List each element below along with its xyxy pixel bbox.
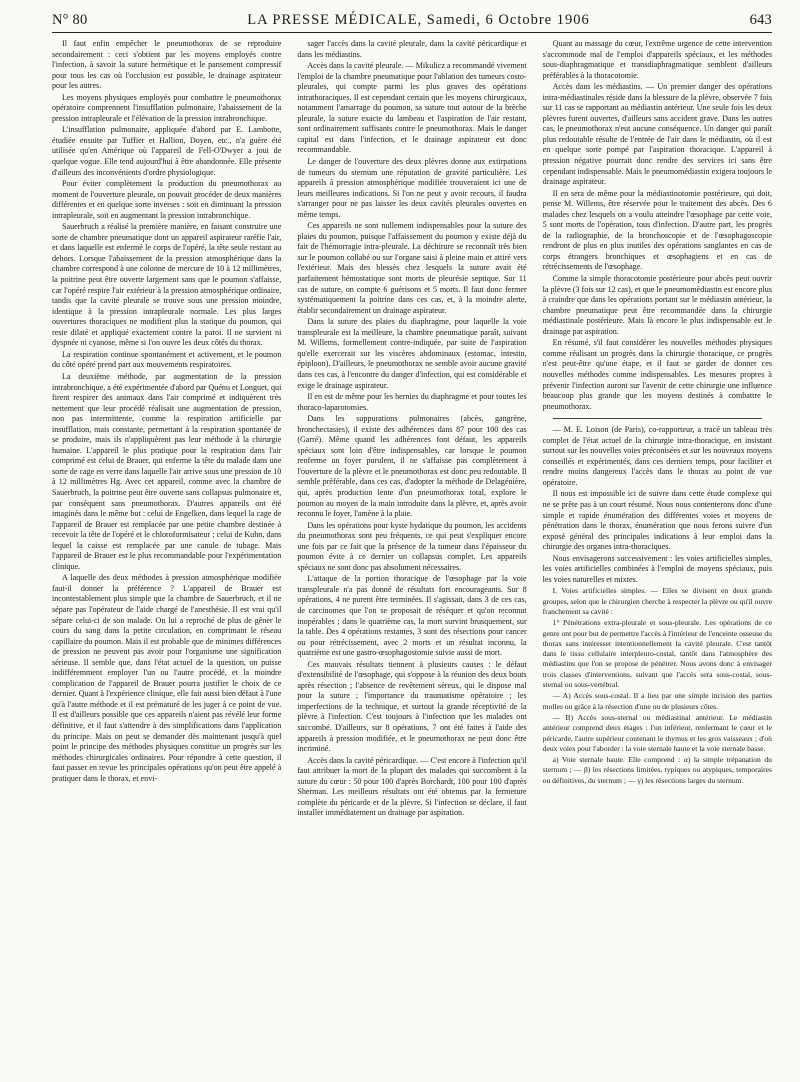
- text-columns: [52, 39, 772, 820]
- paragraph: Ces appareils ne sont nullement indispensables pour la suture des plaies du poumon, puisque l'affaissement du poumon y existe déjà du fait de l'hémorragie intra-pleurale. La déchirure se reconnaît très bien sur le poumon collabé ou sur l'organe saisi à pleine main et attiré vers l'extérieur. Mais des blessés chez lesquels la suture avait été parfaitement hémostatique sont morts de pleurésie septique. Sur 11 cas de suture, on compte 6 guérisons et 5 morts. Il faut donc fermer systématiquement la poitrine dans ces cas, et, à la moindre alerte, établir secondairement un drainage aspirateur.: [297, 221, 527, 315]
- paragraph: — A) Accès sous-costal. Il a lieu par une simple incision des parties molles ou grâce à la résection d'une ou de plusieurs côtes.: [542, 691, 772, 711]
- paragraph: Quant au massage du cœur, l'extrême urgence de cette intervention s'accommode mal de l'emploi d'appareils spéciaux, et les méthodes sous-diaphragmatique et transdiaphragmatique semblent d'ailleurs préférables à la thoracotomie.: [542, 39, 772, 80]
- paragraph: — B) Accès sous-sternal ou médiastinal antérieur. Le médiastin antérieur comprend deux étages : l'un inférieur, renfermant le cœur et le péricarde, l'autre supérieur contenant le thymus et les gros vaisseaux ; d'où deux voies pour l'aborder : la voie sternale haute et la voie sternale basse.: [542, 712, 772, 753]
- page-number: 643: [749, 12, 772, 28]
- paragraph: Il faut enfin empêcher le pneumothorax de se reproduire secondairement : ceci s'obtient par les moyens employés contre l'infection, à savoir la suture hermétique et le pansement compressif pour tous les cas où l'occlusion est possible, le drainage aspirateur pour les autres.: [52, 39, 282, 91]
- paragraph: A laquelle des deux méthodes à pression atmosphérique modifiée faut-il donner la préférence ? L'appareil de Brauer est incontestablement plus simple que la chambre de Sauerbruch, et il ne sépare pas l'opérateur de l'aide chargé de l'anesthésie. Il est vrai qu'il sépare celui-ci de son malade. On lui a reproché de plus de gêner le cours du sang dans la petite circulation, en comprimant le réseau capillaire du poumon. Mais il est probable que de minimes différences de pression ne peuvent pas avoir pour l'organisme une signification sérieuse. Il semble que, dans l'état actuel de la question, on puisse indifféremment employer l'un ou l'autre procédé, et la moindre complication de l'appareil de Brauer pourra justifier le choix de ce dernier. Quant à l'expérience clinique, elle fait aussi bien défaut à l'une qu'à l'autre méthode et il est prématuré de les juger à ce point de vue. Il est d'ailleurs possible que ces appareils n'aient pas révélé leur forme définitive, et il faut s'attendre à des simplifications dans l'application du principe. Mais on peut se demander dès maintenant jusqu'à quel point le principe des méthodes physiques constitue un progrès sur les méthodes chirurgicales ordinaires. Pour répondre à cette question, il faut passer en revue les principales opérations qu'on peut être appelé à pratiquer dans le thorax, et envi-: [52, 573, 282, 783]
- paragraph: L'attaque de la portion thoracique de l'œsophage par la voie transpleurale n'a pas donné de résultats fort encourageants. Sur 8 opérations, 4 ne purent être terminées. Il s'agissait, dans 3 de ces cas, de carcinomes que l'on se proposait de réséquer et qu'on reconnut inopérables ; dans le quatrième cas, la mort survint brusquement, sur la table. Des 4 opérations restantes, 3 sont des résections pour cancer ou pour rétrécissement, avec 2 morts et un résultat inconnu, la quatrième est une gastro-œsophagostomie suivie aussi de mort.: [297, 574, 527, 658]
- page-header: [52, 12, 772, 33]
- paragraph: La deuxième méthode, par augmentation de la pression intrabronchique, a été expérimentée d'abord par Quénu et Longuet, qui firent respirer des animaux dans l'air comprimé et indiquèrent très nettement que leur procédé réalisait une augmentation de pression, non pas intermittente, comme la respiration artificielle par insufflation, mais constante, permettant à la respiration spontanée de se produire, mais ils n'appliquèrent pas leur méthode à la chirurgie humaine. L'appareil le plus pratique pour la respiration dans l'air comprimé est celui de Brauer, qui enferme la tête du malade dans une sorte de cage en verre dans laquelle l'air arrive sous une pression de 10 à 12 millimètres Hg. Avec cet appareil, comme avec la chambre de Sauerbruch, la poitrine peut être ouverte sans collapsus pulmonaire et, par conséquent sans pneumothorax. D'autres appareils ont été imaginés dans le même but : celui de Engelken, dans lequel la cage de l'appareil de Brauer est remplacée par une petite chambre destinée à recevoir la tête de l'opéré et le chloroformisateur ; celui de Kuhn, dans lequel la caisse est remplacée par une canule de tubage. Mais l'appareil de Brauer est le plus recommandable pour l'expérimentation clinique.: [52, 371, 282, 571]
- journal-title: LA PRESSE MÉDICALE, Samedi, 6 Octobre 1906: [247, 12, 590, 28]
- paragraph: Dans la suture des plaies du diaphragme, pour laquelle la voie transpleurale est la meilleure, la chambre pneumatique paraît, suivant M. Willems, formellement contre-indiquée, par suite de l'aspiration qu'elle exercerait sur les viscères abdominaux (estomac, intestin, épiploon). D'ailleurs, le pneumothorax ne semble avoir aucune gravité dans ces cas, à l'encontre du danger d'infection, qui est considérable et exige le drainage aspirateur.: [297, 317, 527, 390]
- paragraph: Pour éviter complètement la production du pneumothorax au moment de l'ouverture pleurale, on pouvait procéder de deux manières différentes et en quelque sorte inverses : soit en diminuant la pression intrapleurale, soit en augmentant la pression intrabronchique.: [52, 179, 282, 220]
- paragraph: En résumé, s'il faut considérer les nouvelles méthodes physiques comme réalisant un progrès dans la chirurgie thoracique, ce progrès n'est peut-être qu'une étape, et il faut se garder de donner ces nouvelles méthodes comme indispensables. Les mesures propres à prévenir l'infection auront sur l'avenir de cette chirurgie une influence beaucoup plus grande que les moyens destinés à combattre le pneumothorax.: [542, 338, 772, 411]
- paragraph: Le danger de l'ouverture des deux plèvres donne aux extirpations de tumeurs du sternum une réputation de gravité particulière. Les appareils à pression atmosphérique modifiée trouveraient ici une de leurs meilleures indications. Si l'on ne peut y avoir recours, il faudra s'arranger pour ne pas laisser les deux cavités pleurales ouvertes en même temps.: [297, 157, 527, 219]
- paragraph: Ces mauvais résultats tiennent à plusieurs causes : le défaut d'extensibilité de l'œsophage, qui s'oppose à la réunion des deux bouts après résection ; l'absence de revêtement séreux, qui le dispose mal pour la suture ; l'importance du traumatisme opératoire ; les imperfections de la technique, et surtout la grande réceptivité de la plèvre à l'infection. C'est toujours à l'infection que les malades ont succombé. D'ailleurs, sur 8 opérations, 7 ont été faites à l'aide des appareils à pression modifiée, et le pneumothorax ne peut donc être incriminé.: [297, 659, 527, 754]
- paragraph: Dans les opérations pour kyste hydatique du poumon, les accidents du pneumothorax sont peu fréquents, ce qui peut s'expliquer encore une fois par ce fait que la présence de la tumeur dans l'épaisseur du poumon évite à ce dernier un collapsus complet. Les appareils spéciaux ne sont donc pas absolument nécessaires.: [297, 520, 527, 572]
- paragraph: Nous envisagerons successivement : les voies artificielles simples, les voies artificielles combinées à l'emploi de moyens spéciaux, puis les voies naturelles et mixtes.: [542, 553, 772, 584]
- column-middle: [297, 39, 526, 820]
- paragraph: La respiration continue spontanément et activement, et le poumon du côté opéré prend part aux mouvements respiratoires.: [52, 349, 282, 370]
- paragraph: 1° Pénétrations extra-pleurale et sous-pleurale. Les opérations de ce genre ont pour but de permettre l'accès à l'intérieur de l'enceinte osseuse du thorax sans intéresser intentionnellement la cavité pleurale. C'est tantôt dans le tissu cellulaire interpleuro-costal, tantôt dans l'atmosphère des médiastins que l'on se propose de pénétrer. Nous avons donc à envisager trois classes d'interventions, suivant que l'accès sera sous-costal, sous-sternal ou sous-vertébral.: [542, 618, 772, 690]
- paragraph: — M. E. Loison (de Paris), co-rapporteur, a tracé un tableau très complet de l'état actuel de la chirurgie intra-thoracique, en insistant surtout sur les nouvelles voies préconisées et sur les nouveaux moyens conseillés et expérimentés, dans ces derniers temps, pour faciliter et rendre moins dangereux l'accès dans le thorax au point de vue opératoire.: [542, 425, 772, 487]
- paragraph: Il en sera de même pour la médiastinotomie postérieure, qui doit, pense M. Willems, être réservée pour le traitement des abcès. Des 6 malades chez lesquels on a voulu atteindre l'œsophage par cette voie, 5 sont morts de l'opération, tous d'infection. D'autre part, les progrès de la radiographie, de la bronchoscopie et de l'œsophagoscopie rendront de plus en plus inutiles des opérations sanglantes en cas de corps étrangers bronchiques et œsophagiens et en cas de rétrécissements de l'œsophage.: [542, 188, 772, 272]
- paragraph: Il nous est impossible ici de suivre dans cette étude complexe qui ne se prête pas à un court résumé. Nous nous contenterons donc d'une simple et rapide énumération des différentes voies et moyens de pénétration dans le thorax, énumération que nous ferons suivre d'un exposé général des principales indications à leur emploi dans la chirurgie des organes intra-thoraciques.: [542, 489, 772, 552]
- paragraph: Accès dans la cavité pleurale. — Mikulicz a recommandé vivement l'emploi de la chambre pneumatique pour l'ablation des tumeurs costo-pleurales, qui compte parmi les plus graves des opérations intrathoraciques. Il est cependant certain que les moyens chirurgicaux, notamment l'amarrage du poumon, sa suture tout autour de la brèche pleurale, la suture exacte du lambeau et l'aspiration de l'air restant, sont ordinairement suffisants contre le pneumothorax. Mais le danger capital est dans l'infection, et le drainage aspirateur est donc recommandable.: [297, 61, 527, 155]
- section-divider: [553, 418, 762, 419]
- column-left: [52, 39, 281, 820]
- paragraph: Dans les suppurations pulmonaires (abcès, gangrène, bronchectasies), il existe des adhérences dans 87 pour 100 des cas (Garré). Même quand les adhérences font défaut, les appareils spéciaux sont loin d'être indispensables, car lorsque le poumon renferme un foyer purulent, il ne s'affaisse pas complètement à l'ouverture de la plèvre et le pneumothorax est donc peu redoutable. Il semble préférable, dans ces cas, d'adopter la méthode de Delagénière, qui, après production lente d'un pneumothorax total, explore le poumon au moyen de la main introduite dans la plèvre, et, après avoir reconnu le foyer, l'amène à la plaie.: [297, 414, 527, 519]
- paragraph: L'insufflation pulmonaire, appliquée d'abord par E. Lambotte, étudiée ensuite par Tuffier et Hallion, Doyen, etc., n'a guère été utilisée qu'en Amérique où l'appareil de Fell-O'Dwyer a joui de quelque vogue. Elle tend aujourd'hui à être abandonnée. Elle présente d'ailleurs des inconvénients d'ordre physiologique.: [52, 125, 282, 177]
- paragraph: Accès dans la cavité péricardique. — C'est encore à l'infection qu'il faut attribuer la mort de la plupart des malades qui succombent à la suture du cœur : 50 pour 100 d'après Borchardt, 100 pour 100 d'après Sherman. Les meilleurs résultats ont été obtenus par la fermeture complète du péricarde et de la plèvre. Si l'infection se déclare, il faut installer immédiatement un drainage par aspiration.: [297, 755, 527, 818]
- paragraph: Accès dans les médiastins. — Un premier danger des opérations intra-médiastinales réside dans la blessure de la plèvre, observée 7 fois sur 11 cas se rapportant au médiastin antérieur. Une seule fois les deux plèvres furent ouvertes, d'ailleurs sans accident grave. Dans les autres cas, le pneumothorax n'eut aucune conséquence. Un danger qui paraît plus redoutable résulte de l'entrée de l'air dans le médiastin, où il est en quelque sorte pompé par l'aspiration thoracique. L'appareil à pression négative pourrait donc rendre des services ici sans être cependant indispensable. Mais le pneumomédiastin exigera toujours le drainage aspirateur.: [542, 82, 772, 187]
- column-right: [543, 39, 772, 820]
- paragraph: Les moyens physiques employés pour combattre le pneumothorax opératoire comprennent l'insufflation pulmonaire, l'abaissement de la pression intrapleurale et l'élévation de la pression intrabronchique.: [52, 92, 282, 123]
- paragraph: sager l'accès dans la cavité pleurale, dans la cavité péricardique et dans les médiastins.: [297, 39, 527, 59]
- issue-number: N° 80: [52, 12, 88, 28]
- paragraph: I. Voies artificielles simples. — Elles se divisent en deux grands groupes, selon que le chirurgien cherche à respecter la plèvre ou qu'il ouvre franchement sa cavité :: [542, 586, 772, 616]
- paragraph: Sauerbruch a réalisé la première manière, en faisant construire une sorte de chambre pneumatique dont un appareil aspirateur raréfie l'air, et dans laquelle est enfermé le corps de l'opéré, la tête seule restant au dehors. Lorsque l'abaissement de la pression atmosphérique dans la chambre correspond à une colonne de mercure de 10 à 12 millimètres, la poitrine peut être ouverte largement sans que le poumon s'affaisse, car l'opéré respire l'air extérieur à la pression atmosphérique ordinaire, tandis que la cavité pleurale se trouve sous une pression moindre, identique à la pression intrapleurale normale. Les plus larges ouvertures thoraciques ne modifient plus la statique du poumon, qui reste dilaté et appliqué exactement contre la paroi. Il ne survient ni dyspnée ni cyanose, même si l'on ouvre les deux côtés du thorax.: [52, 222, 282, 348]
- paragraph: a) Voie sternale haute. Elle comprend : α) la simple trépanation du sternum ; — β) les résections limitées, typiques ou atypiques, temporaires ou définitives, du sternum ; — γ) les résections larges du sternum.: [542, 755, 772, 785]
- paragraph: Comme la simple thoracotomie postérieure pour abcès peut ouvrir la plèvre (3 fois sur 12 cas), et que le pneumomédiastin est encore plus à craindre que dans les opérations portant sur le médiastin antérieur, la chambre pneumatique peut être recommandée dans la chirurgie médiastinale postérieure. Mais là encore le plus indispensable est le drainage par aspiration.: [542, 274, 772, 336]
- paragraph: Il en est de même pour les hernies du diaphragme et pour toutes les thoraco-laparotomies.: [297, 392, 527, 412]
